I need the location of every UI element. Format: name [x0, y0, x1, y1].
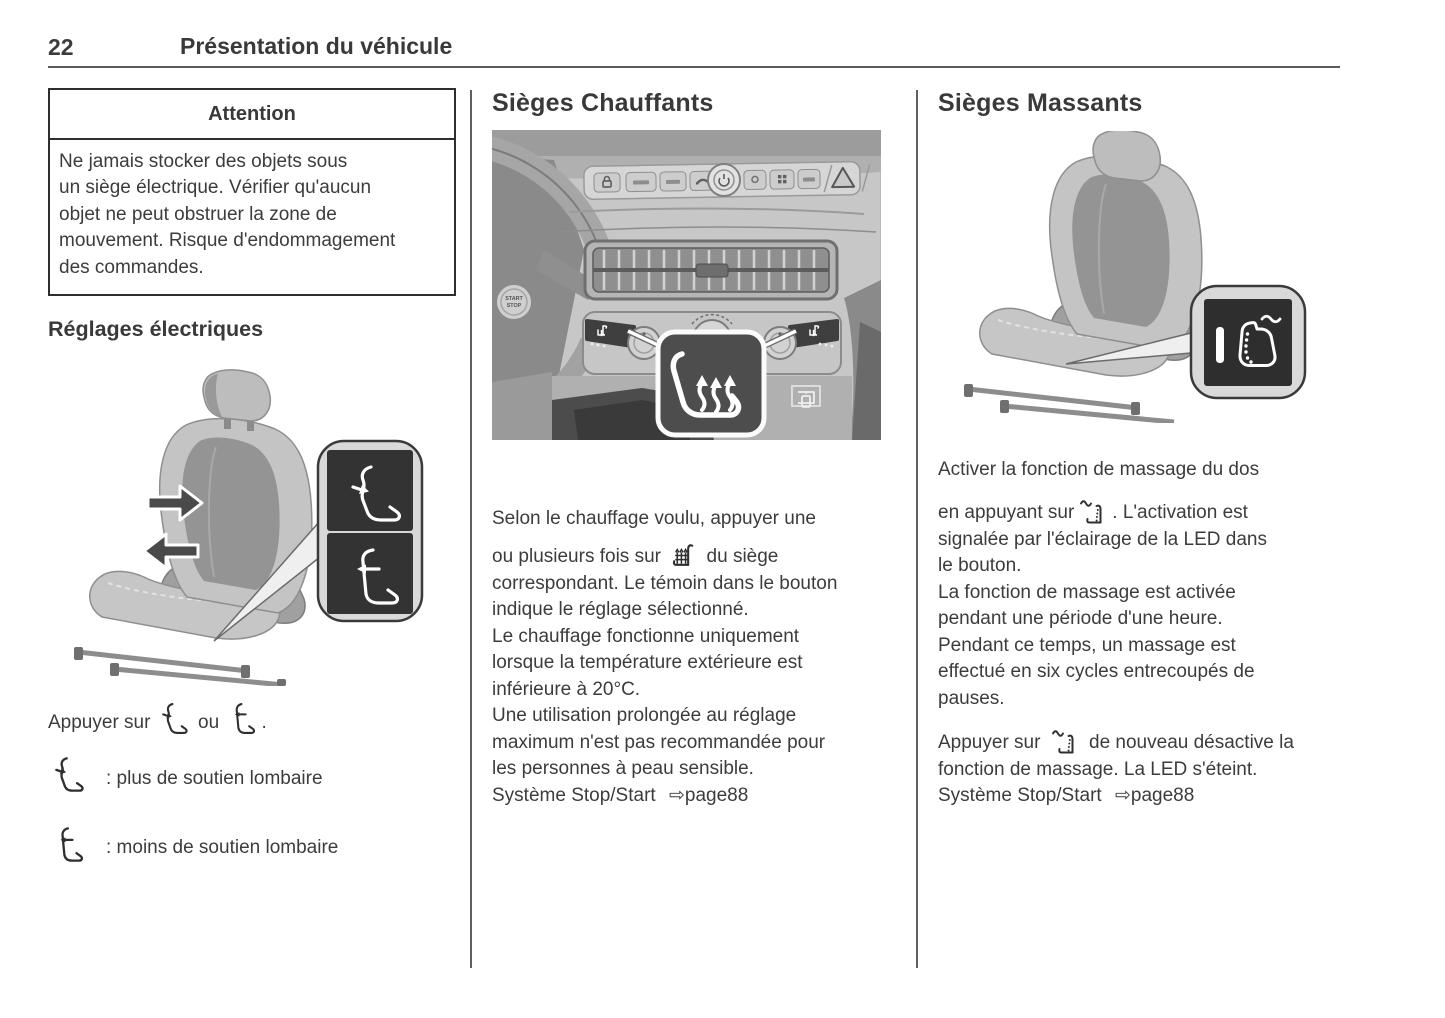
text-line: fonction de massage. La LED s'éteint.: [938, 758, 1258, 780]
section-heading-massage-seats: Sièges Massants: [938, 89, 1143, 117]
start-stop-button: [496, 284, 532, 320]
text-line: Le chauffage fonctionne uniquement: [492, 625, 800, 647]
legend-less-lumbar-text: : moins de soutien lombaire: [106, 837, 339, 858]
attention-line: un siège électrique. Vérifier qu'aucun: [59, 177, 372, 198]
svg-text:START: START: [505, 295, 523, 302]
text-line-with-icon: Appuyer sur de nouveau désactive la: [938, 724, 1345, 757]
lumbar-decrease-icon: [229, 702, 256, 735]
page-title: Présentation du véhicule: [180, 33, 453, 59]
text-line: correspondant. Le témoin dans le bouton: [492, 572, 838, 594]
right-column: [938, 88, 1345, 810]
figure-dashboard: [492, 130, 900, 440]
attention-title: Attention: [50, 90, 454, 140]
text-line: pendant une période d'une heure.: [938, 608, 1223, 629]
massage-paragraph-2: [938, 724, 1345, 810]
seat-backrest-panel: [1072, 174, 1169, 326]
stop-start-reference: [492, 783, 900, 810]
text-line: les personnes à peau sensible.: [492, 758, 754, 779]
header-rule: [48, 66, 1340, 68]
legend-more-lumbar: [48, 756, 456, 802]
text-line: effectué en six cycles entrecoupés de: [938, 661, 1255, 682]
heated-seat-icon: [671, 541, 696, 570]
text-line-with-icon: ou plusieurs fois sur du siège: [492, 541, 900, 571]
press-instruction: [48, 702, 456, 737]
seat-rails: [78, 652, 284, 685]
attention-line: mouvement. Risque d'endommagement: [59, 230, 396, 251]
seat-rails: [968, 389, 1174, 422]
dashboard-button-strip: [584, 161, 871, 199]
svg-text:STOP: STOP: [506, 302, 522, 309]
lumbar-increase-icon: [161, 702, 188, 735]
massage-paragraph-1: [938, 457, 1345, 713]
led-indicator: [1216, 327, 1224, 363]
page-number: 22: [48, 34, 74, 60]
text-line: le bouton.: [938, 555, 1022, 576]
attention-line: des commandes.: [59, 256, 204, 278]
attention-line: objet ne peut obstruer la zone de: [59, 203, 337, 225]
heated-seats-paragraph: [492, 506, 900, 810]
press-conj: ou: [198, 711, 220, 733]
text-line: indique le réglage sélectionné.: [492, 599, 749, 620]
page-reference-link[interactable]: ⇨page88: [1114, 785, 1195, 806]
air-vent: [585, 241, 837, 299]
legend-more-lumbar-text: : plus de soutien lombaire: [106, 767, 323, 789]
middle-column: [492, 88, 900, 809]
electric-seat-illustration: [48, 351, 458, 686]
column-separator: [470, 90, 472, 968]
attention-box: [48, 88, 456, 296]
lumbar-increase-icon: [54, 756, 84, 793]
page-reference-link[interactable]: ⇨page88: [668, 784, 749, 806]
text-line: Pendant ce temps, un massage est: [938, 634, 1236, 656]
massage-seat-icon: [1079, 494, 1107, 526]
stop-start-label: Système Stop/Start: [492, 784, 656, 806]
text-line: La fonction de massage est activée: [938, 581, 1236, 603]
seat-headrest: [1093, 131, 1160, 181]
text-line: Selon le chauffage voulu, appuyer une: [492, 507, 816, 529]
heated-seat-callout: [658, 332, 764, 435]
text-line: pauses.: [938, 687, 1005, 709]
seat-backrest-panel: [182, 437, 279, 589]
figure-massage-seat: [938, 131, 1345, 423]
text-line: Une utilisation prolongée au réglage: [492, 705, 797, 726]
massage-seat-illustration: [938, 131, 1345, 423]
attention-body: [50, 140, 454, 295]
attention-line: Ne jamais stocker des objets sous: [59, 150, 348, 172]
stop-start-reference: [938, 783, 1345, 810]
stop-start-label: Système Stop/Start: [938, 785, 1102, 806]
lumbar-decrease-icon: [54, 826, 84, 863]
text-line: inférieure à 20°C.: [492, 678, 641, 700]
press-end: .: [261, 711, 267, 733]
text-line: lorsque la température extérieure est: [492, 652, 803, 673]
dashboard-photo: [492, 130, 881, 440]
legend-less-lumbar: [48, 826, 456, 872]
left-column: [48, 88, 456, 871]
section-heading-heated-seats: Sièges Chauffants: [492, 89, 714, 117]
text-line: maximum n'est pas recommandée pour: [492, 731, 826, 753]
column-separator: [916, 90, 918, 968]
text-line-with-icon: en appuyant sur . L'activation est: [938, 494, 1345, 527]
section-heading-electric-adjust: Réglages électriques: [48, 317, 264, 341]
massage-seat-icon: [1051, 724, 1079, 756]
figure-electric-seat: [48, 351, 456, 686]
press-prefix: Appuyer sur: [48, 711, 151, 733]
text-line: Activer la fonction de massage du dos: [938, 458, 1260, 480]
text-line: signalée par l'éclairage de la LED dans: [938, 528, 1267, 550]
